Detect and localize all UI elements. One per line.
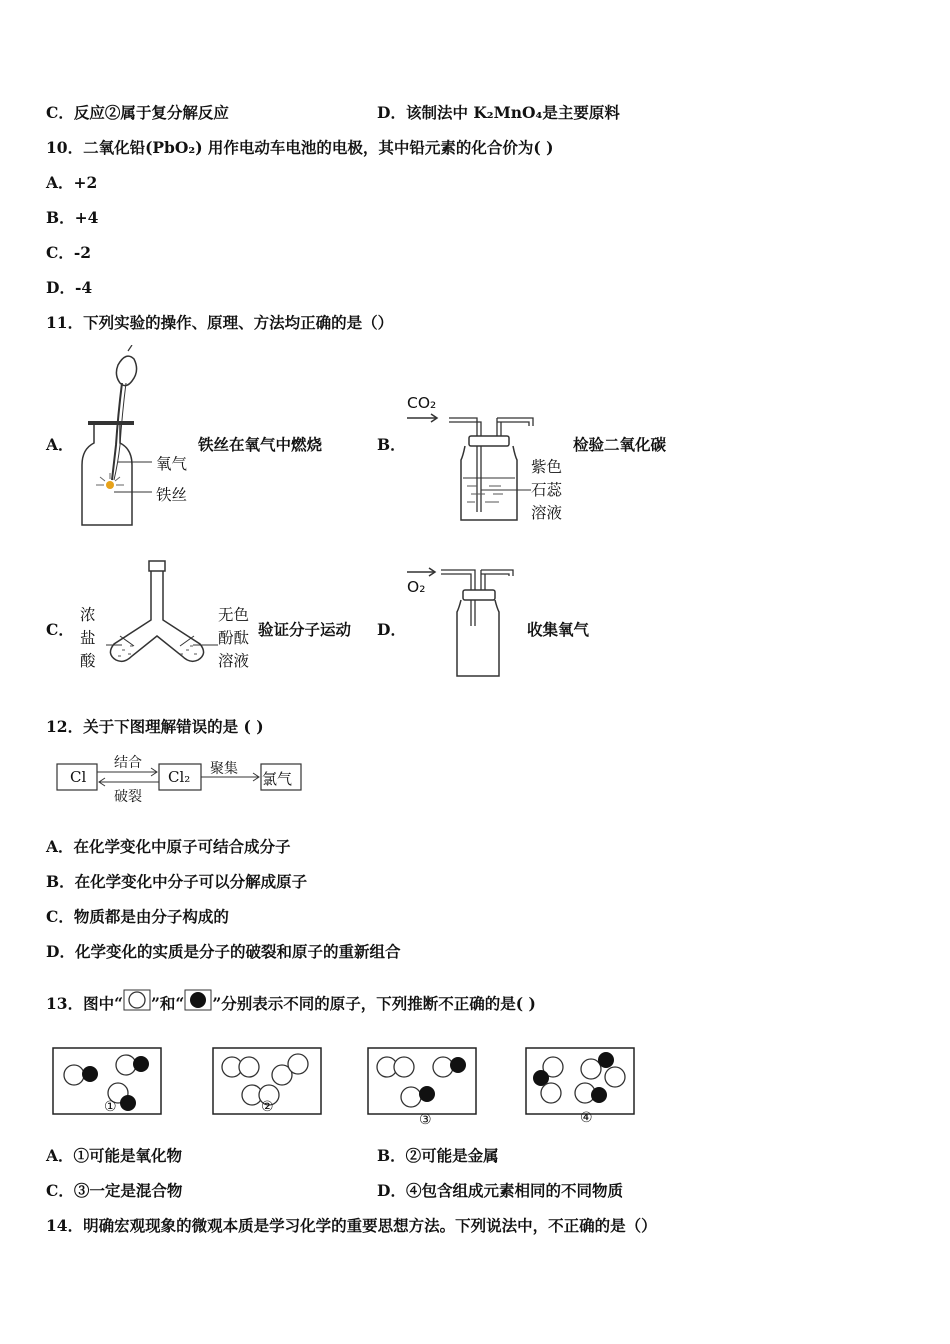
label-acid: 酸 bbox=[80, 652, 96, 670]
white-atom-icon bbox=[123, 989, 151, 1011]
label-co2: CO₂ bbox=[407, 394, 437, 412]
box-cl: Cl bbox=[70, 768, 87, 786]
arrow-label-break: 破裂 bbox=[114, 789, 142, 805]
box-2-label: ② bbox=[261, 1099, 274, 1115]
q13-option-a: A．①可能是氧化物 bbox=[46, 1146, 183, 1165]
q12-option-b: B．在化学变化中分子可以分解成原子 bbox=[46, 872, 308, 891]
black-atom-icon bbox=[184, 989, 212, 1011]
q13-option-c: C．③一定是混合物 bbox=[46, 1181, 183, 1200]
arrow-label-gather: 聚集 bbox=[210, 761, 238, 777]
label-oxygen: 氧气 bbox=[156, 455, 188, 473]
q11-option-c-caption: 验证分子运动 bbox=[258, 620, 352, 639]
label-colorless: 无色 bbox=[218, 606, 250, 624]
y-tube-figure bbox=[100, 558, 225, 670]
q11-stem: 11．下列实验的操作、原理、方法均正确的是（） bbox=[46, 313, 394, 332]
q10-option-a: A．+2 bbox=[46, 173, 98, 192]
box-chlorine-gas: 氯气 bbox=[262, 770, 293, 788]
box-4-label: ④ bbox=[580, 1110, 593, 1126]
arrow-label-combine: 结合 bbox=[114, 755, 142, 771]
box-1-label: ① bbox=[104, 1099, 117, 1115]
q11-option-b-letter: B． bbox=[377, 435, 406, 454]
q12-option-a: A．在化学变化中原子可结合成分子 bbox=[46, 837, 291, 856]
q10-option-b: B．+4 bbox=[46, 208, 99, 227]
q11-option-d-letter: D． bbox=[377, 620, 406, 639]
q12-option-c: C．物质都是由分子构成的 bbox=[46, 907, 229, 926]
label-hydrochloric: 盐 bbox=[80, 629, 96, 647]
q10-stem: 10．二氧化铅(PbO₂) 用作电动车电池的电极，其中铅元素的化合价为( ) bbox=[46, 138, 554, 157]
q11-option-d-caption: 收集氧气 bbox=[527, 620, 590, 639]
q10-option-c: C．-2 bbox=[46, 243, 92, 262]
label-o2: O₂ bbox=[407, 578, 426, 596]
label-phenolphthalein: 酚酞 bbox=[218, 629, 250, 647]
q11-option-c-letter: C． bbox=[46, 620, 74, 639]
label-litmus: 石蕊 bbox=[531, 481, 563, 499]
q12-stem: 12．关于下图理解错误的是 ( ) bbox=[46, 717, 264, 736]
q10-option-d: D．-4 bbox=[46, 278, 93, 297]
q14-stem: 14．明确宏观现象的微观本质是学习化学的重要思想方法。下列说法中，不正确的是（） bbox=[46, 1216, 657, 1235]
q11-option-a-letter: A． bbox=[46, 435, 74, 454]
label-solution: 溶液 bbox=[531, 504, 563, 522]
label-iron-wire: 铁丝 bbox=[156, 486, 188, 504]
label-purple: 紫色 bbox=[531, 458, 563, 476]
q11-option-b-caption: 检验二氧化碳 bbox=[573, 435, 667, 454]
box-cl2: Cl₂ bbox=[168, 768, 191, 786]
q13-stem: 13．图中“ ”和“ ”分别表示不同的原子，下列推断不正确的是( ) bbox=[46, 989, 536, 1014]
q11-option-a-caption: 铁丝在氧气中燃烧 bbox=[198, 435, 323, 454]
label-solution-c: 溶液 bbox=[218, 652, 250, 670]
q13-option-d: D．④包含组成元素相同的不同物质 bbox=[377, 1181, 623, 1200]
gas-bottle-figure bbox=[405, 566, 525, 681]
label-conc: 浓 bbox=[80, 606, 96, 624]
q9-option-d: D．该制法中 K₂MnO₄是主要原料 bbox=[377, 103, 620, 122]
q12-option-d: D．化学变化的实质是分子的破裂和原子的重新组合 bbox=[46, 942, 401, 961]
q9-option-c: C．反应②属于复分解反应 bbox=[46, 103, 229, 122]
q13-option-b: B．②可能是金属 bbox=[377, 1146, 499, 1165]
box-3-label: ③ bbox=[419, 1112, 432, 1128]
